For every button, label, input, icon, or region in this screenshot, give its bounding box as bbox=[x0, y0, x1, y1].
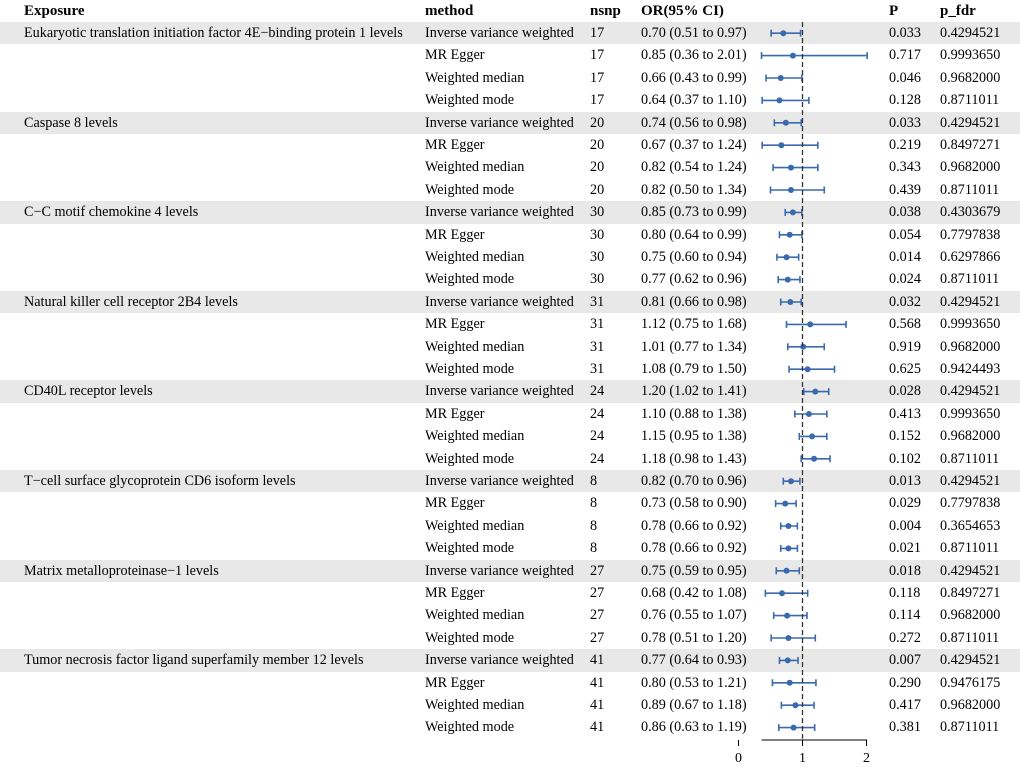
p-fdr-value: 0.8711011 bbox=[940, 540, 1000, 557]
p-fdr-value: 0.9682000 bbox=[940, 607, 1001, 624]
or-ci-text: 0.76 (0.55 to 1.07) bbox=[641, 607, 747, 624]
method-label: MR Egger bbox=[425, 674, 485, 691]
table-row bbox=[0, 492, 1020, 514]
method-label: MR Egger bbox=[425, 585, 485, 601]
x-tick-label: 0 bbox=[735, 751, 742, 766]
exposure-label: Tumor necrosis factor ligand superfamily member 12 levels bbox=[24, 652, 364, 669]
table-row bbox=[0, 22, 1020, 44]
method-label: Weighted median bbox=[425, 249, 525, 265]
header-p: P bbox=[889, 3, 899, 19]
table-row bbox=[0, 268, 1020, 290]
nsnp-value: 30 bbox=[590, 204, 605, 221]
table-row bbox=[0, 89, 1020, 111]
table-row bbox=[0, 425, 1020, 447]
p-value: 0.439 bbox=[889, 181, 921, 198]
table-row bbox=[0, 470, 1020, 492]
p-fdr-value: 0.9993650 bbox=[940, 405, 1001, 422]
method-label: Weighted median bbox=[425, 69, 525, 86]
p-fdr-value: 0.4294521 bbox=[940, 293, 1001, 310]
p-fdr-value: 0.4294521 bbox=[940, 25, 1001, 41]
nsnp-value: 17 bbox=[590, 69, 605, 86]
p-value: 0.021 bbox=[889, 540, 921, 557]
p-fdr-value: 0.8711011 bbox=[940, 450, 1000, 467]
p-value: 0.007 bbox=[889, 652, 921, 669]
exposure-label: Eukaryotic translation initiation factor 4E−binding protein 1 levels bbox=[24, 25, 403, 41]
or-ci-text: 1.15 (0.95 to 1.38) bbox=[641, 428, 747, 445]
p-fdr-value: 0.7797838 bbox=[940, 226, 1001, 243]
method-label: Inverse variance weighted bbox=[425, 473, 574, 489]
nsnp-value: 30 bbox=[590, 249, 605, 265]
method-label: MR Egger bbox=[425, 47, 485, 64]
nsnp-value: 8 bbox=[590, 517, 598, 534]
p-value: 0.014 bbox=[889, 249, 921, 265]
method-label: Inverse variance weighted bbox=[425, 293, 574, 310]
p-fdr-value: 0.8711011 bbox=[940, 629, 1000, 646]
table-row bbox=[0, 291, 1020, 313]
or-ci-text: 0.73 (0.58 to 0.90) bbox=[641, 495, 747, 512]
p-value: 0.272 bbox=[889, 629, 921, 646]
method-label: Inverse variance weighted bbox=[425, 25, 574, 41]
table-row bbox=[0, 448, 1020, 470]
table-row bbox=[0, 694, 1020, 716]
exposure-label: Matrix metalloproteinase−1 levels bbox=[24, 562, 219, 579]
or-ci-text: 1.12 (0.75 to 1.68) bbox=[641, 316, 747, 333]
p-value: 0.128 bbox=[889, 92, 921, 109]
p-value: 0.219 bbox=[889, 137, 921, 153]
x-tick-label: 2 bbox=[863, 751, 870, 766]
table-row bbox=[0, 358, 1020, 380]
method-label: Inverse variance weighted bbox=[425, 204, 574, 221]
p-fdr-value: 0.3654653 bbox=[940, 517, 1001, 534]
nsnp-value: 8 bbox=[590, 473, 598, 489]
or-ci-text: 0.68 (0.42 to 1.08) bbox=[641, 585, 747, 601]
nsnp-value: 41 bbox=[590, 652, 605, 669]
nsnp-value: 24 bbox=[590, 383, 605, 400]
nsnp-value: 20 bbox=[590, 114, 605, 131]
nsnp-value: 24 bbox=[590, 428, 605, 445]
method-label: MR Egger bbox=[425, 226, 485, 243]
method-label: Weighted median bbox=[425, 159, 525, 176]
or-ci-text: 0.85 (0.73 to 0.99) bbox=[641, 204, 747, 221]
method-label: Inverse variance weighted bbox=[425, 114, 574, 131]
method-label: Weighted median bbox=[425, 697, 525, 713]
table-row bbox=[0, 67, 1020, 89]
or-ci-text: 0.80 (0.53 to 1.21) bbox=[641, 674, 747, 691]
method-label: Weighted median bbox=[425, 338, 525, 355]
p-fdr-value: 0.9682000 bbox=[940, 428, 1001, 445]
p-fdr-value: 0.7797838 bbox=[940, 495, 1001, 512]
table-row bbox=[0, 672, 1020, 694]
or-ci-text: 0.77 (0.64 to 0.93) bbox=[641, 652, 747, 669]
exposure-label: Caspase 8 levels bbox=[24, 114, 118, 131]
or-ci-text: 0.77 (0.62 to 0.96) bbox=[641, 271, 747, 288]
or-ci-text: 0.78 (0.66 to 0.92) bbox=[641, 517, 747, 534]
p-value: 0.033 bbox=[889, 114, 921, 131]
or-ci-text: 0.82 (0.50 to 1.34) bbox=[641, 181, 747, 198]
p-value: 0.038 bbox=[889, 204, 921, 221]
exposure-label: C−C motif chemokine 4 levels bbox=[24, 204, 199, 221]
p-value: 0.004 bbox=[889, 517, 921, 534]
method-label: Inverse variance weighted bbox=[425, 652, 574, 669]
p-value: 0.029 bbox=[889, 495, 921, 512]
nsnp-value: 27 bbox=[590, 562, 605, 579]
method-label: Weighted median bbox=[425, 607, 525, 624]
p-fdr-value: 0.4294521 bbox=[940, 652, 1001, 669]
nsnp-value: 8 bbox=[590, 540, 598, 557]
or-ci-text: 0.64 (0.37 to 1.10) bbox=[641, 92, 747, 109]
p-value: 0.018 bbox=[889, 562, 921, 579]
nsnp-value: 17 bbox=[590, 92, 605, 109]
p-value: 0.717 bbox=[889, 47, 921, 64]
p-fdr-value: 0.9424493 bbox=[940, 361, 1001, 377]
table-row bbox=[0, 560, 1020, 582]
header-or: OR(95% CI) bbox=[641, 3, 724, 19]
p-value: 0.054 bbox=[889, 226, 921, 243]
nsnp-value: 27 bbox=[590, 629, 605, 646]
or-ci-text: 1.08 (0.79 to 1.50) bbox=[641, 361, 747, 377]
p-value: 0.343 bbox=[889, 159, 921, 176]
or-ci-text: 0.85 (0.36 to 2.01) bbox=[641, 47, 747, 64]
or-ci-text: 0.81 (0.66 to 0.98) bbox=[641, 293, 747, 310]
nsnp-value: 30 bbox=[590, 271, 605, 288]
p-fdr-value: 0.9682000 bbox=[940, 69, 1001, 86]
p-fdr-value: 0.9682000 bbox=[940, 159, 1001, 176]
or-ci-text: 0.67 (0.37 to 1.24) bbox=[641, 137, 747, 153]
or-ci-text: 0.66 (0.43 to 0.99) bbox=[641, 69, 747, 86]
table-row bbox=[0, 134, 1020, 156]
p-fdr-value: 0.8711011 bbox=[940, 92, 1000, 109]
nsnp-value: 30 bbox=[590, 226, 605, 243]
p-value: 0.032 bbox=[889, 293, 921, 310]
method-label: MR Egger bbox=[425, 316, 485, 333]
table-row bbox=[0, 246, 1020, 268]
p-fdr-value: 0.9476175 bbox=[940, 674, 1001, 691]
p-fdr-value: 0.8497271 bbox=[940, 137, 1001, 153]
table-row bbox=[0, 582, 1020, 604]
nsnp-value: 41 bbox=[590, 719, 605, 736]
nsnp-value: 20 bbox=[590, 159, 605, 176]
table-row bbox=[0, 112, 1020, 134]
or-ci-text: 0.70 (0.51 to 0.97) bbox=[641, 25, 747, 41]
table-row bbox=[0, 627, 1020, 649]
nsnp-value: 17 bbox=[590, 25, 605, 41]
p-fdr-value: 0.8711011 bbox=[940, 181, 1000, 198]
table-row bbox=[0, 44, 1020, 66]
p-fdr-value: 0.9682000 bbox=[940, 338, 1001, 355]
table-row bbox=[0, 336, 1020, 358]
method-label: Weighted mode bbox=[425, 361, 515, 377]
p-fdr-value: 0.4294521 bbox=[940, 473, 1001, 489]
nsnp-value: 31 bbox=[590, 293, 605, 310]
p-value: 0.152 bbox=[889, 428, 921, 445]
method-label: Weighted mode bbox=[425, 181, 515, 198]
p-fdr-value: 0.9682000 bbox=[940, 697, 1001, 713]
nsnp-value: 27 bbox=[590, 585, 605, 601]
p-value: 0.102 bbox=[889, 450, 921, 467]
p-value: 0.290 bbox=[889, 674, 921, 691]
table-row bbox=[0, 224, 1020, 246]
method-label: Weighted mode bbox=[425, 271, 515, 288]
table-row bbox=[0, 156, 1020, 178]
table-row bbox=[0, 403, 1020, 425]
method-label: Weighted mode bbox=[425, 719, 515, 736]
header-exposure: Exposure bbox=[24, 3, 85, 19]
header-nsnp: nsnp bbox=[590, 3, 621, 19]
table-row bbox=[0, 179, 1020, 201]
header-p-fdr: p_fdr bbox=[940, 3, 976, 19]
table-row bbox=[0, 537, 1020, 559]
nsnp-value: 8 bbox=[590, 495, 598, 512]
table-row bbox=[0, 604, 1020, 626]
p-fdr-value: 0.8497271 bbox=[940, 585, 1001, 601]
p-value: 0.919 bbox=[889, 338, 921, 355]
p-value: 0.046 bbox=[889, 69, 921, 86]
p-fdr-value: 0.4294521 bbox=[940, 383, 1001, 400]
exposure-label: CD40L receptor levels bbox=[24, 383, 153, 400]
or-ci-text: 0.75 (0.60 to 0.94) bbox=[641, 249, 747, 265]
or-ci-text: 0.82 (0.54 to 1.24) bbox=[641, 159, 747, 176]
p-value: 0.413 bbox=[889, 405, 921, 422]
or-ci-text: 0.86 (0.63 to 1.19) bbox=[641, 719, 747, 736]
p-fdr-value: 0.4294521 bbox=[940, 562, 1001, 579]
p-fdr-value: 0.8711011 bbox=[940, 719, 1000, 736]
p-fdr-value: 0.9993650 bbox=[940, 47, 1001, 64]
nsnp-value: 17 bbox=[590, 47, 605, 64]
p-value: 0.013 bbox=[889, 473, 921, 489]
method-label: MR Egger bbox=[425, 495, 485, 512]
p-fdr-value: 0.6297866 bbox=[940, 249, 1001, 265]
p-value: 0.118 bbox=[889, 585, 921, 601]
table-row bbox=[0, 380, 1020, 402]
or-ci-text: 1.18 (0.98 to 1.43) bbox=[641, 450, 747, 467]
nsnp-value: 27 bbox=[590, 607, 605, 624]
or-ci-text: 0.74 (0.56 to 0.98) bbox=[641, 114, 747, 131]
p-fdr-value: 0.4294521 bbox=[940, 114, 1001, 131]
nsnp-value: 41 bbox=[590, 674, 605, 691]
or-ci-text: 0.75 (0.59 to 0.95) bbox=[641, 562, 747, 579]
nsnp-value: 41 bbox=[590, 697, 605, 713]
nsnp-value: 20 bbox=[590, 137, 605, 153]
p-value: 0.381 bbox=[889, 719, 921, 736]
table-row bbox=[0, 313, 1020, 335]
method-label: Weighted mode bbox=[425, 629, 515, 646]
table-row bbox=[0, 716, 1020, 738]
or-ci-text: 1.20 (1.02 to 1.41) bbox=[641, 383, 747, 400]
exposure-label: Natural killer cell receptor 2B4 levels bbox=[24, 293, 238, 310]
nsnp-value: 24 bbox=[590, 450, 605, 467]
or-ci-text: 0.80 (0.64 to 0.99) bbox=[641, 226, 747, 243]
method-label: MR Egger bbox=[425, 405, 485, 422]
table-row bbox=[0, 515, 1020, 537]
p-value: 0.028 bbox=[889, 383, 921, 400]
x-tick-label: 1 bbox=[799, 751, 806, 766]
method-label: MR Egger bbox=[425, 137, 485, 153]
method-label: Inverse variance weighted bbox=[425, 383, 574, 400]
or-ci-text: 1.10 (0.88 to 1.38) bbox=[641, 405, 747, 422]
method-label: Weighted median bbox=[425, 517, 525, 534]
p-value: 0.033 bbox=[889, 25, 921, 41]
p-fdr-value: 0.9993650 bbox=[940, 316, 1001, 333]
table-row bbox=[0, 201, 1020, 223]
or-ci-text: 0.78 (0.66 to 0.92) bbox=[641, 540, 747, 557]
nsnp-value: 20 bbox=[590, 181, 605, 198]
nsnp-value: 31 bbox=[590, 338, 605, 355]
method-label: Weighted median bbox=[425, 428, 525, 445]
or-ci-text: 0.82 (0.70 to 0.96) bbox=[641, 473, 747, 489]
method-label: Weighted mode bbox=[425, 92, 515, 109]
p-fdr-value: 0.8711011 bbox=[940, 271, 1000, 288]
header-method: method bbox=[425, 3, 474, 19]
p-value: 0.024 bbox=[889, 271, 921, 288]
or-ci-text: 1.01 (0.77 to 1.34) bbox=[641, 338, 747, 355]
nsnp-value: 31 bbox=[590, 361, 605, 377]
p-value: 0.417 bbox=[889, 697, 921, 713]
method-label: Inverse variance weighted bbox=[425, 562, 574, 579]
exposure-label: T−cell surface glycoprotein CD6 isoform levels bbox=[24, 473, 296, 489]
method-label: Weighted mode bbox=[425, 540, 515, 557]
table-row bbox=[0, 649, 1020, 671]
p-value: 0.568 bbox=[889, 316, 921, 333]
p-value: 0.625 bbox=[889, 361, 921, 377]
nsnp-value: 31 bbox=[590, 316, 605, 333]
p-value: 0.114 bbox=[889, 607, 921, 624]
p-fdr-value: 0.4303679 bbox=[940, 204, 1001, 221]
method-label: Weighted mode bbox=[425, 450, 515, 467]
or-ci-text: 0.89 (0.67 to 1.18) bbox=[641, 697, 747, 713]
nsnp-value: 24 bbox=[590, 405, 605, 422]
or-ci-text: 0.78 (0.51 to 1.20) bbox=[641, 629, 747, 646]
